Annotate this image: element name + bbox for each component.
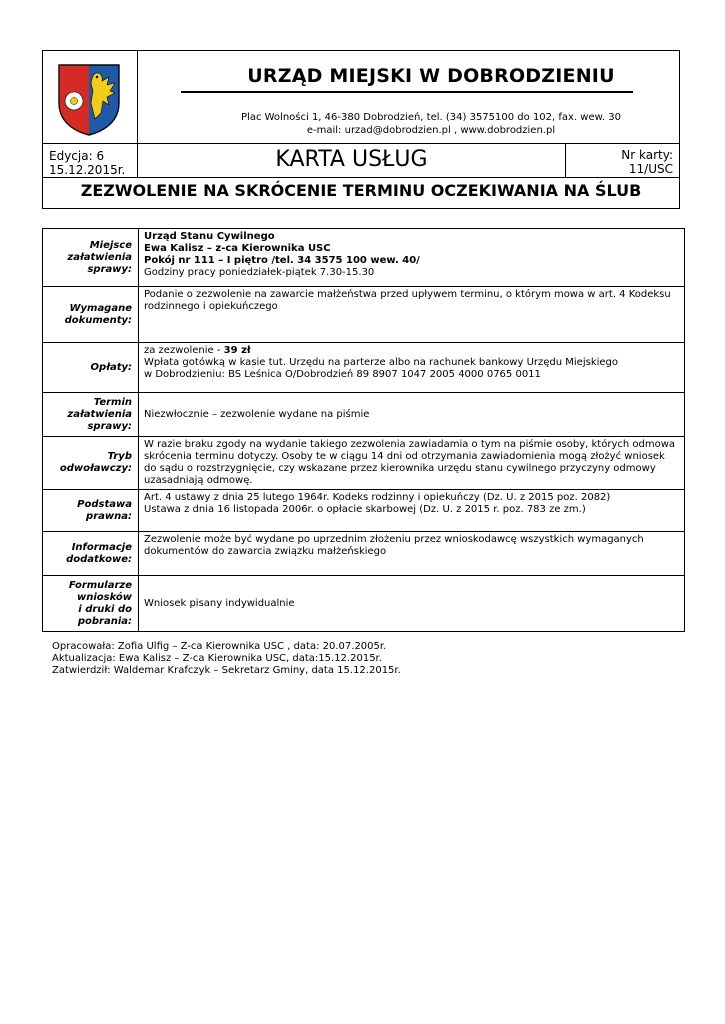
label-line: sprawy: xyxy=(87,420,132,432)
office-name: Urząd Stanu Cywilnego xyxy=(144,231,275,242)
office-address xyxy=(181,111,681,137)
fee-prefix: za zezwolenie - xyxy=(144,345,224,356)
row-value: Zezwolenie może być wydane po uprzednim złożeniu przez wnioskodawcę wszystkich wymaganych dokumentów do zawarcia związku małżeńskiego xyxy=(139,532,685,576)
bank-account: w Dobrodzieniu: BS Leśnica O/Dobrodzień 89 8907 1047 2005 4000 0765 0011 xyxy=(144,369,541,380)
edition-info xyxy=(49,149,125,177)
document-footer xyxy=(52,641,401,677)
row-value: Podanie o zezwolenie na zawarcie małżeństwa przed upływem terminu, o którym mowa w art. 4 Kodeksu rodzinnego i opiekuńczego xyxy=(139,287,685,343)
legal-basis: Art. 4 ustawy z dnia 25 lutego 1964r. Kodeks rodzinny i opiekuńczy (Dz. U. z 2015 poz. 2082) xyxy=(144,492,611,503)
row-label xyxy=(43,576,139,632)
label-line: dokumenty: xyxy=(64,314,132,326)
service-subject: ZEZWOLENIE NA SKRÓCENIE TERMINU OCZEKIWANIA NA ŚLUB xyxy=(80,181,642,200)
row-value xyxy=(139,229,685,287)
payment-info: Wpłata gotówką w kasie tut. Urzędu na parterze albo na rachunek bankowy Urzędu Miejskiego xyxy=(144,357,619,368)
label-line: załatwienia xyxy=(67,408,132,420)
office-title: URZĄD MIEJSKI W DOBRODZIENIU xyxy=(247,65,615,87)
fee-amount: 39 zł xyxy=(223,345,251,356)
row-label xyxy=(43,343,139,393)
label-line: wniosków xyxy=(76,591,132,603)
address-line: Plac Wolności 1, 46-380 Dobrodzień, tel. (34) 3575100 do 102, fax. wew. 30 xyxy=(241,112,621,123)
header-box xyxy=(42,50,680,209)
room-info: Pokój nr 111 – I piętro /tel. 34 3575 100 wew. 40/ xyxy=(144,255,420,266)
legal-basis: Ustawa z dnia 16 listopada 2006r. o opłacie skarbowej (Dz. U. z 2015 r. poz. 783 ze zm.) xyxy=(144,504,586,515)
row-value: W razie braku zgody na wydanie takiego zezwolenia zawiadamia o tym na piśmie osoby, których odmowa skrócenia terminu dotyczy. Osoby te w ciągu 14 dni od otrzymania zawiadomienia mogą złożyć wniosek do sądu o rozstrzygnięcie, czy wskazane przez kierownika urzędu stanu cywilnego przyczyny odmowy uzasadniają odmowę. xyxy=(139,437,685,490)
divider xyxy=(137,51,138,143)
coat-of-arms-icon xyxy=(57,63,121,137)
label-line: i druki do xyxy=(78,603,132,615)
table-row xyxy=(43,343,685,393)
label-line: pobrania: xyxy=(77,615,132,627)
edition-label: Edycja: 6 xyxy=(49,149,105,163)
label-line: Tryb xyxy=(107,451,132,462)
divider xyxy=(137,143,138,177)
label-line: odwoławczy: xyxy=(59,463,132,474)
label-line: Informacje xyxy=(71,541,132,553)
table-row xyxy=(43,393,685,437)
contact-person: Ewa Kalisz – z-ca Kierownika USC xyxy=(144,243,331,254)
row-value xyxy=(139,343,685,393)
label-line: załatwienia xyxy=(67,251,132,263)
table-row xyxy=(43,437,685,490)
card-number-value: 11/USC xyxy=(628,162,673,176)
divider xyxy=(565,143,566,177)
row-label xyxy=(43,437,139,490)
edition-date: 15.12.2015r. xyxy=(49,163,126,177)
row-label xyxy=(43,229,139,287)
table-row xyxy=(43,287,685,343)
service-table xyxy=(42,228,685,632)
table-row xyxy=(43,532,685,576)
card-title: KARTA USŁUG xyxy=(275,147,428,172)
row-value: Niezwłocznie – zezwolenie wydane na piśmie xyxy=(139,393,685,437)
table-row xyxy=(43,576,685,632)
table-row xyxy=(43,229,685,287)
divider xyxy=(43,177,679,178)
label-line: Wymagane xyxy=(69,302,132,314)
label-line: Miejsce xyxy=(89,239,132,251)
contact-line: e-mail: urzad@dobrodzien.pl , www.dobrodzien.pl xyxy=(306,125,556,136)
row-label xyxy=(43,490,139,532)
table-row xyxy=(43,490,685,532)
card-number-label: Nr karty: xyxy=(621,148,673,162)
row-label xyxy=(43,393,139,437)
label-line: prawna: xyxy=(86,510,132,522)
row-label xyxy=(43,532,139,576)
prepared-by: Opracowała: Zofia Ulfig – Z-ca Kierownika USC , data: 20.07.2005r. xyxy=(52,641,387,652)
fee-line xyxy=(144,345,679,357)
card-number xyxy=(567,148,673,176)
label-line: sprawy: xyxy=(87,263,132,275)
label-line: Opłaty: xyxy=(90,361,132,373)
opening-hours: Godziny pracy poniedziałek-piątek 7.30-15.30 xyxy=(144,267,375,278)
label-line: Podstawa xyxy=(77,498,132,510)
title-underline xyxy=(181,91,633,93)
row-label xyxy=(43,287,139,343)
updated-by: Aktualizacja: Ewa Kalisz – Z-ca Kierownika USC, data:15.12.2015r. xyxy=(52,653,382,664)
row-value: Wniosek pisany indywidualnie xyxy=(139,576,685,632)
row-value xyxy=(139,490,685,532)
label-line: Formularze xyxy=(68,579,132,591)
approved-by: Zatwierdził: Waldemar Krafczyk – Sekretarz Gminy, data 15.12.2015r. xyxy=(52,665,401,676)
label-line: dodatkowe: xyxy=(66,553,132,565)
divider xyxy=(43,143,679,144)
label-line: Termin xyxy=(93,396,132,408)
